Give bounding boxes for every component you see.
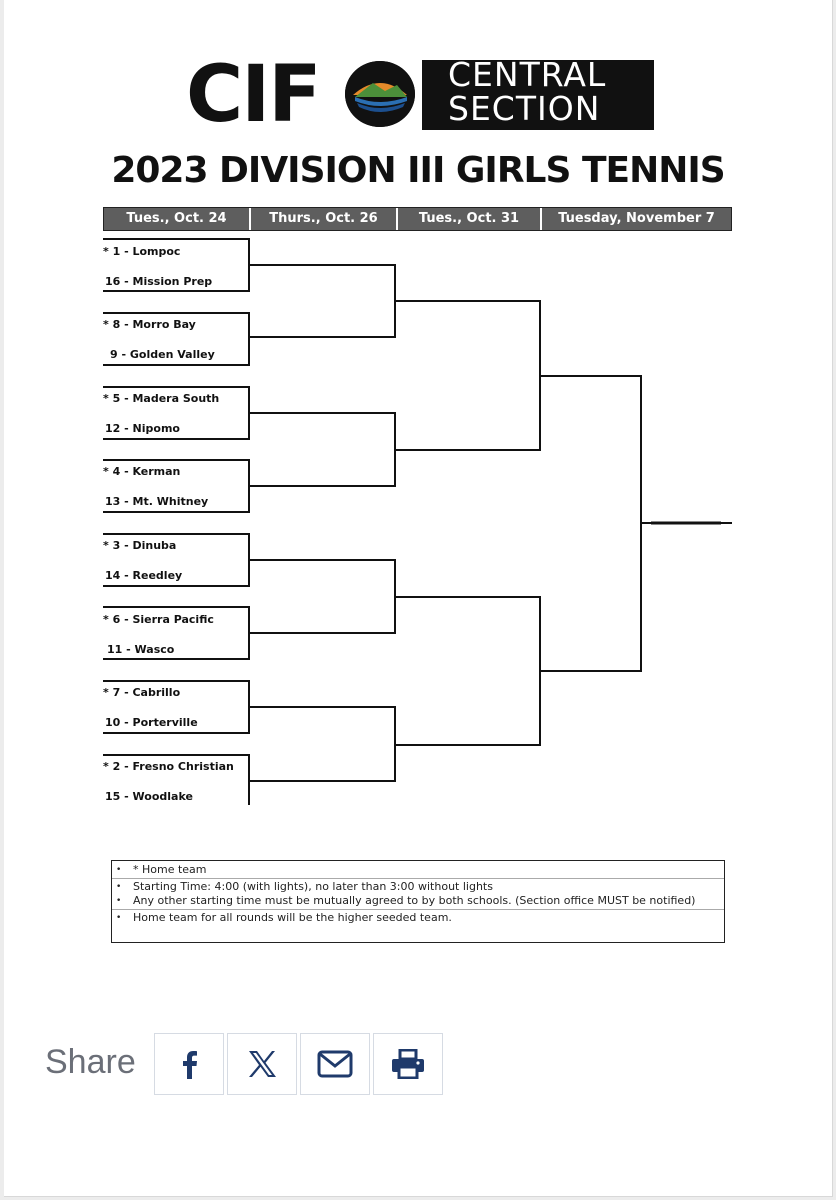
- note-row: • Starting Time: 4:00 (with lights), no later than 3:00 without lights: [116, 880, 493, 893]
- sf-bracket-2: [395, 597, 540, 745]
- note-divider: [112, 909, 724, 910]
- round-1-brackets: [103, 239, 249, 805]
- note-row: • Home team for all rounds will be the higher seeded team.: [116, 911, 452, 924]
- note-divider: [112, 878, 724, 879]
- notes-box: [111, 860, 725, 943]
- team-entry: 10 - Porterville: [105, 716, 198, 729]
- team-entry: * 1 - Lompoc: [103, 245, 181, 258]
- logo-line-central: CENTRAL: [448, 55, 607, 94]
- round-2-brackets: [249, 265, 395, 781]
- match-bracket-8: [103, 755, 249, 805]
- print-icon: [391, 1049, 425, 1079]
- match-bracket-6: [103, 607, 249, 659]
- qf-bracket-2: [249, 413, 395, 486]
- team-entry: 12 - Nipomo: [105, 422, 180, 435]
- round-date-2: Thurs., Oct. 26: [251, 208, 398, 230]
- facebook-icon: [179, 1049, 199, 1079]
- team-entry: * 7 - Cabrillo: [103, 686, 181, 699]
- share-facebook-button[interactable]: [154, 1033, 224, 1095]
- share-print-button[interactable]: [373, 1033, 443, 1095]
- share-label: Share: [45, 1043, 136, 1081]
- note-text: Any other starting time must be mutually agreed to by both schools. (Section office MUST be notified): [133, 894, 696, 907]
- team-entry: 16 - Mission Prep: [105, 275, 213, 288]
- logo-cif-text: CIF: [186, 50, 320, 140]
- match-bracket-1: [103, 239, 249, 291]
- team-entry: 15 - Woodlake: [105, 790, 193, 803]
- team-entry: * 6 - Sierra Pacific: [103, 613, 214, 626]
- final-bracket-lines: [540, 376, 641, 671]
- team-entry: * 8 - Morro Bay: [103, 318, 196, 331]
- qf-bracket-3: [249, 560, 395, 633]
- team-entry: 13 - Mt. Whitney: [105, 495, 209, 508]
- team-entry: 14 - Reedley: [105, 569, 183, 582]
- sf-bracket-1: [395, 301, 540, 450]
- email-icon: [317, 1050, 353, 1078]
- note-text: Home team for all rounds will be the higher seeded team.: [133, 911, 452, 924]
- match-bracket-4: [103, 460, 249, 512]
- team-entry: * 3 - Dinuba: [103, 539, 177, 552]
- x-icon: [247, 1050, 277, 1078]
- team-entry: 11 - Wasco: [107, 643, 175, 656]
- qf-bracket-1: [249, 265, 395, 337]
- share-x-button[interactable]: [227, 1033, 297, 1095]
- round-date-1: Tues., Oct. 24: [104, 208, 251, 230]
- round-date-3: Tues., Oct. 31: [398, 208, 542, 230]
- match-bracket-7: [103, 681, 249, 733]
- match-bracket-5: [103, 534, 249, 586]
- team-entry: 9 - Golden Valley: [110, 348, 215, 361]
- note-row: • Any other starting time must be mutually agreed to by both schools. (Section office MUST be notified): [116, 894, 696, 907]
- note-row: • * Home team: [116, 863, 207, 876]
- page-title: 2023 DIVISION III GIRLS TENNIS: [111, 150, 725, 191]
- round-date-4: Tuesday, November 7: [558, 211, 715, 226]
- note-text: Starting Time: 4:00 (with lights), no later than 3:00 without lights: [133, 880, 493, 893]
- logo-line-section: SECTION: [448, 89, 601, 128]
- share-email-button[interactable]: [300, 1033, 370, 1095]
- match-bracket-2: [103, 313, 249, 365]
- team-entry: * 2 - Fresno Christian: [103, 760, 234, 773]
- team-entry: * 5 - Madera South: [103, 392, 220, 405]
- match-bracket-3: [103, 387, 249, 439]
- qf-bracket-4: [249, 707, 395, 781]
- round-3-brackets: [395, 301, 540, 745]
- note-text: * Home team: [133, 863, 207, 876]
- team-entry: * 4 - Kerman: [103, 465, 181, 478]
